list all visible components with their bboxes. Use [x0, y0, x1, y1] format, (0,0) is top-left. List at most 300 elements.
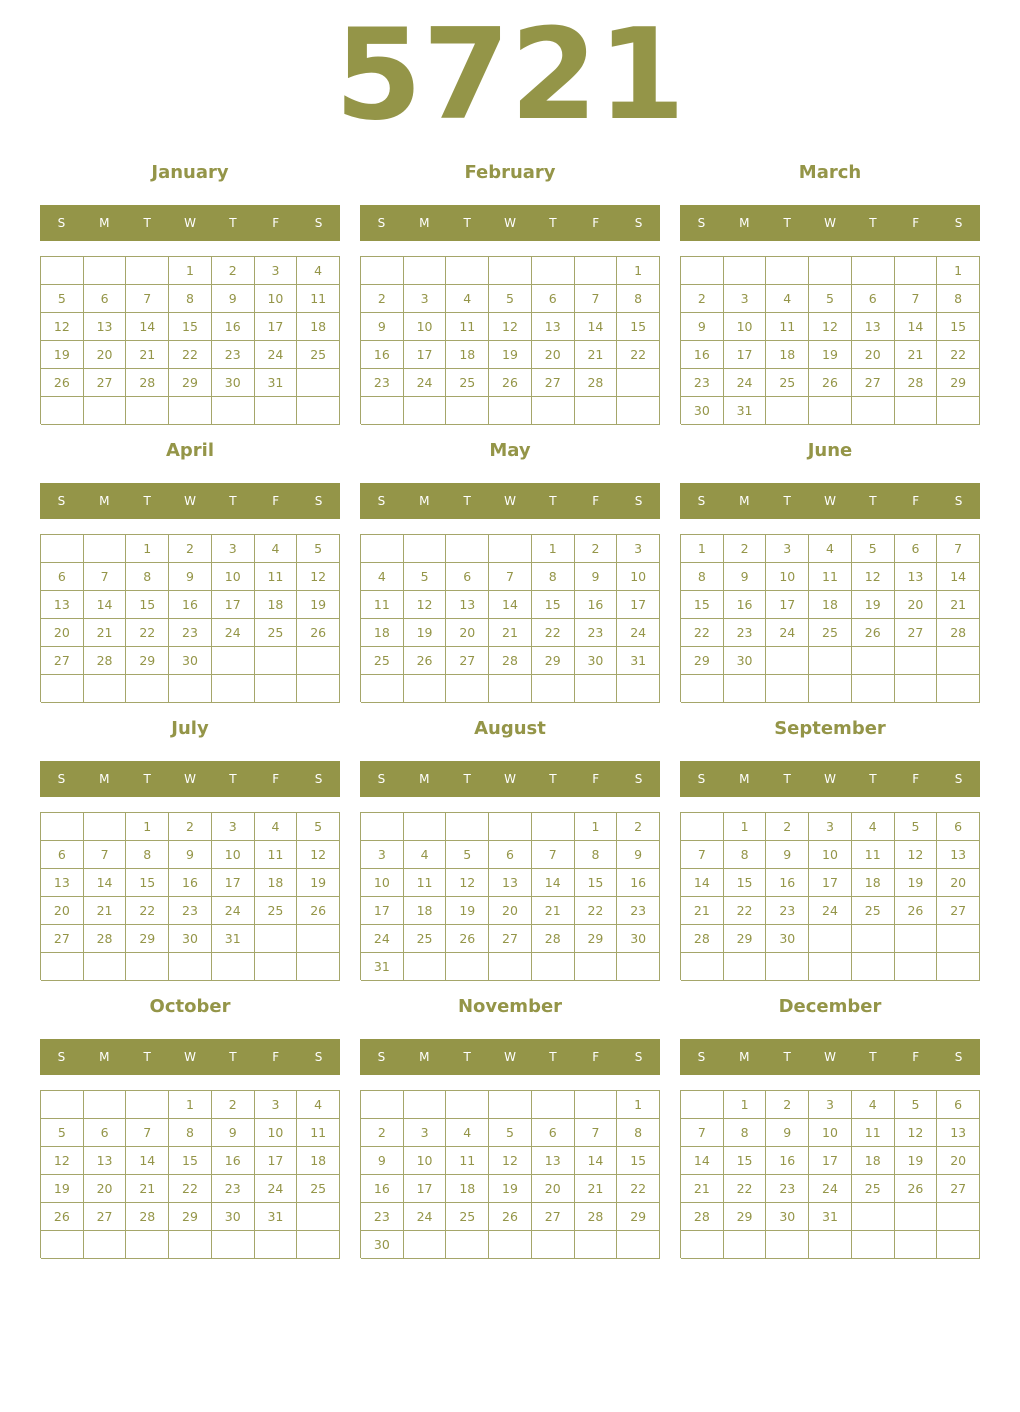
- day-cell: [84, 675, 127, 703]
- day-cell: 10: [212, 563, 255, 591]
- day-cell: [212, 647, 255, 675]
- day-cell: 25: [297, 341, 340, 369]
- weekday-label: S: [57, 1050, 66, 1064]
- day-cell: [489, 675, 532, 703]
- day-cell: [937, 925, 980, 953]
- day-cell: 6: [84, 285, 127, 313]
- day-cell: 28: [84, 925, 127, 953]
- day-cell: 3: [404, 1119, 447, 1147]
- day-cell: 24: [766, 619, 809, 647]
- day-cell: 6: [937, 1091, 980, 1119]
- weekday-label: S: [314, 772, 323, 786]
- day-cell: [297, 1231, 340, 1259]
- day-cell: 17: [809, 1147, 852, 1175]
- day-cell: 22: [575, 897, 618, 925]
- day-cell: [126, 397, 169, 425]
- day-cell: 22: [169, 1175, 212, 1203]
- weekday-label: S: [377, 1050, 386, 1064]
- day-cell: 9: [575, 563, 618, 591]
- day-cell: 18: [255, 869, 298, 897]
- day-cell: [895, 675, 938, 703]
- day-cell: 13: [41, 869, 84, 897]
- day-cell: [489, 953, 532, 981]
- day-cell: [404, 397, 447, 425]
- day-cell: 12: [489, 313, 532, 341]
- day-cell: 27: [852, 369, 895, 397]
- day-cell: 22: [681, 619, 724, 647]
- day-cell: 4: [404, 841, 447, 869]
- day-cell: [489, 535, 532, 563]
- day-cell: 7: [575, 285, 618, 313]
- month-name: January: [151, 162, 229, 183]
- day-cell: 7: [681, 1119, 724, 1147]
- day-cell: 16: [575, 591, 618, 619]
- day-cell: 2: [169, 813, 212, 841]
- day-cell: 1: [724, 1091, 767, 1119]
- day-cell: 31: [255, 369, 298, 397]
- day-cell: 31: [212, 925, 255, 953]
- weekday-label: M: [99, 1050, 110, 1064]
- day-cell: [255, 397, 298, 425]
- weekday-label: F: [272, 1050, 280, 1064]
- day-cell: 19: [41, 1175, 84, 1203]
- day-cell: [532, 1231, 575, 1259]
- day-cell: 30: [169, 925, 212, 953]
- day-cell: 2: [766, 813, 809, 841]
- day-cell: 14: [895, 313, 938, 341]
- days-grid: [360, 534, 660, 702]
- day-cell: [724, 1231, 767, 1259]
- day-cell: 8: [937, 285, 980, 313]
- days-grid: [680, 812, 980, 980]
- day-cell: [852, 953, 895, 981]
- day-cell: 24: [255, 341, 298, 369]
- day-cell: 25: [766, 369, 809, 397]
- day-cell: [404, 1091, 447, 1119]
- day-cell: 29: [169, 1203, 212, 1231]
- day-cell: [84, 1231, 127, 1259]
- month-name: September: [774, 718, 886, 739]
- day-cell: [532, 813, 575, 841]
- day-cell: 18: [446, 341, 489, 369]
- day-cell: [681, 257, 724, 285]
- day-cell: 9: [766, 1119, 809, 1147]
- day-cell: 18: [297, 1147, 340, 1175]
- weekday-header: [360, 483, 660, 519]
- weekday-label: M: [739, 494, 750, 508]
- day-cell: [169, 953, 212, 981]
- day-cell: 22: [169, 341, 212, 369]
- day-cell: 12: [895, 841, 938, 869]
- day-cell: 17: [809, 869, 852, 897]
- day-cell: 12: [41, 1147, 84, 1175]
- weekday-label: M: [739, 216, 750, 230]
- weekday-label: F: [912, 1050, 920, 1064]
- weekday-label: S: [634, 216, 643, 230]
- weekday-header: [680, 483, 980, 519]
- day-cell: 22: [937, 341, 980, 369]
- weekday-label: S: [377, 216, 386, 230]
- day-cell: [809, 257, 852, 285]
- day-cell: 15: [532, 591, 575, 619]
- day-cell: 13: [532, 1147, 575, 1175]
- day-cell: 24: [617, 619, 660, 647]
- day-cell: [852, 675, 895, 703]
- day-cell: 4: [446, 285, 489, 313]
- weekday-label: T: [463, 494, 471, 508]
- day-cell: 9: [361, 313, 404, 341]
- day-cell: 5: [489, 1119, 532, 1147]
- weekday-label: S: [954, 1050, 963, 1064]
- weekday-label: T: [229, 1050, 237, 1064]
- day-cell: 28: [575, 1203, 618, 1231]
- day-cell: 15: [169, 1147, 212, 1175]
- weekday-label: T: [229, 772, 237, 786]
- day-cell: [169, 1231, 212, 1259]
- day-cell: 14: [532, 869, 575, 897]
- day-cell: 29: [169, 369, 212, 397]
- weekday-label: F: [592, 216, 600, 230]
- day-cell: 1: [532, 535, 575, 563]
- day-cell: 1: [617, 1091, 660, 1119]
- day-cell: [297, 953, 340, 981]
- day-cell: 11: [852, 841, 895, 869]
- day-cell: 28: [575, 369, 618, 397]
- day-cell: 5: [809, 285, 852, 313]
- weekday-label: F: [272, 772, 280, 786]
- day-cell: 24: [809, 897, 852, 925]
- day-cell: 9: [212, 285, 255, 313]
- weekday-label: F: [272, 216, 280, 230]
- day-cell: 7: [126, 1119, 169, 1147]
- day-cell: 18: [809, 591, 852, 619]
- day-cell: [84, 813, 127, 841]
- weekday-label: T: [869, 494, 877, 508]
- day-cell: [126, 1091, 169, 1119]
- day-cell: 12: [489, 1147, 532, 1175]
- day-cell: 14: [126, 313, 169, 341]
- day-cell: 11: [446, 1147, 489, 1175]
- day-cell: 21: [681, 1175, 724, 1203]
- day-cell: [852, 397, 895, 425]
- day-cell: [404, 813, 447, 841]
- weekday-label: F: [592, 494, 600, 508]
- weekday-label: T: [783, 494, 791, 508]
- day-cell: [169, 397, 212, 425]
- day-cell: [361, 397, 404, 425]
- day-cell: 21: [681, 897, 724, 925]
- day-cell: [41, 535, 84, 563]
- day-cell: [361, 257, 404, 285]
- day-cell: 22: [617, 1175, 660, 1203]
- day-cell: 27: [84, 1203, 127, 1231]
- day-cell: [617, 953, 660, 981]
- day-cell: 31: [809, 1203, 852, 1231]
- day-cell: 21: [532, 897, 575, 925]
- day-cell: 22: [126, 897, 169, 925]
- day-cell: [404, 953, 447, 981]
- weekday-label: T: [229, 494, 237, 508]
- weekday-label: S: [314, 216, 323, 230]
- day-cell: 7: [489, 563, 532, 591]
- weekday-label: S: [377, 772, 386, 786]
- day-cell: [617, 675, 660, 703]
- day-cell: 26: [41, 369, 84, 397]
- day-cell: 25: [446, 369, 489, 397]
- weekday-label: M: [99, 494, 110, 508]
- day-cell: 5: [446, 841, 489, 869]
- day-cell: 2: [766, 1091, 809, 1119]
- month-name: July: [171, 718, 209, 739]
- day-cell: [852, 257, 895, 285]
- day-cell: 17: [255, 1147, 298, 1175]
- weekday-label: M: [419, 1050, 430, 1064]
- weekday-label: T: [869, 772, 877, 786]
- day-cell: [297, 397, 340, 425]
- weekday-label: S: [697, 772, 706, 786]
- day-cell: 30: [575, 647, 618, 675]
- day-cell: 18: [255, 591, 298, 619]
- day-cell: 16: [361, 341, 404, 369]
- day-cell: 11: [766, 313, 809, 341]
- day-cell: 19: [852, 591, 895, 619]
- day-cell: [937, 1203, 980, 1231]
- days-grid: [40, 812, 340, 980]
- day-cell: 31: [361, 953, 404, 981]
- weekday-label: W: [824, 494, 836, 508]
- day-cell: 6: [532, 285, 575, 313]
- day-cell: 22: [724, 1175, 767, 1203]
- day-cell: [895, 1203, 938, 1231]
- day-cell: 1: [681, 535, 724, 563]
- day-cell: [212, 675, 255, 703]
- day-cell: 22: [724, 897, 767, 925]
- day-cell: [617, 1231, 660, 1259]
- day-cell: 30: [617, 925, 660, 953]
- day-cell: 16: [212, 1147, 255, 1175]
- day-cell: 8: [681, 563, 724, 591]
- day-cell: 15: [126, 591, 169, 619]
- day-cell: [212, 953, 255, 981]
- day-cell: 12: [297, 841, 340, 869]
- day-cell: [446, 535, 489, 563]
- days-grid: [40, 534, 340, 702]
- day-cell: 17: [766, 591, 809, 619]
- day-cell: 25: [297, 1175, 340, 1203]
- day-cell: 3: [255, 1091, 298, 1119]
- day-cell: 13: [937, 841, 980, 869]
- day-cell: 8: [617, 285, 660, 313]
- day-cell: [489, 257, 532, 285]
- weekday-label: T: [143, 772, 151, 786]
- day-cell: 9: [169, 841, 212, 869]
- day-cell: 30: [766, 925, 809, 953]
- day-cell: 4: [255, 535, 298, 563]
- day-cell: [297, 1203, 340, 1231]
- day-cell: 2: [361, 1119, 404, 1147]
- weekday-label: S: [377, 494, 386, 508]
- weekday-header: [360, 205, 660, 241]
- day-cell: [361, 675, 404, 703]
- day-cell: 2: [361, 285, 404, 313]
- day-cell: 29: [532, 647, 575, 675]
- day-cell: 31: [724, 397, 767, 425]
- day-cell: 16: [212, 313, 255, 341]
- day-cell: 15: [724, 869, 767, 897]
- day-cell: 10: [361, 869, 404, 897]
- day-cell: 6: [532, 1119, 575, 1147]
- weekday-header: [360, 1039, 660, 1075]
- day-cell: [681, 953, 724, 981]
- day-cell: 23: [766, 1175, 809, 1203]
- day-cell: [809, 397, 852, 425]
- day-cell: 3: [361, 841, 404, 869]
- day-cell: 28: [126, 1203, 169, 1231]
- day-cell: [446, 397, 489, 425]
- day-cell: 23: [212, 1175, 255, 1203]
- day-cell: 30: [724, 647, 767, 675]
- day-cell: 19: [809, 341, 852, 369]
- day-cell: 18: [297, 313, 340, 341]
- day-cell: 10: [404, 313, 447, 341]
- day-cell: 10: [766, 563, 809, 591]
- day-cell: [766, 675, 809, 703]
- day-cell: 9: [212, 1119, 255, 1147]
- day-cell: 29: [575, 925, 618, 953]
- weekday-label: F: [592, 772, 600, 786]
- weekday-label: W: [184, 494, 196, 508]
- day-cell: 9: [724, 563, 767, 591]
- weekday-label: T: [463, 1050, 471, 1064]
- day-cell: 1: [617, 257, 660, 285]
- day-cell: 14: [937, 563, 980, 591]
- day-cell: [937, 397, 980, 425]
- day-cell: 12: [895, 1119, 938, 1147]
- day-cell: [937, 953, 980, 981]
- day-cell: [809, 647, 852, 675]
- day-cell: [724, 675, 767, 703]
- month-name: April: [165, 440, 215, 461]
- day-cell: 8: [724, 1119, 767, 1147]
- day-cell: 17: [404, 341, 447, 369]
- day-cell: 28: [895, 369, 938, 397]
- day-cell: [41, 1231, 84, 1259]
- weekday-label: T: [783, 1050, 791, 1064]
- day-cell: [404, 1231, 447, 1259]
- day-cell: 19: [895, 869, 938, 897]
- day-cell: 6: [446, 563, 489, 591]
- day-cell: 23: [681, 369, 724, 397]
- day-cell: [852, 1203, 895, 1231]
- day-cell: [446, 1231, 489, 1259]
- day-cell: 25: [361, 647, 404, 675]
- day-cell: [532, 675, 575, 703]
- weekday-label: M: [99, 216, 110, 230]
- day-cell: 11: [361, 591, 404, 619]
- day-cell: 2: [724, 535, 767, 563]
- day-cell: [937, 1231, 980, 1259]
- day-cell: [255, 925, 298, 953]
- day-cell: 27: [532, 1203, 575, 1231]
- day-cell: 19: [446, 897, 489, 925]
- day-cell: 15: [937, 313, 980, 341]
- day-cell: 21: [489, 619, 532, 647]
- weekday-header: [680, 761, 980, 797]
- day-cell: [41, 397, 84, 425]
- weekday-label: T: [549, 216, 557, 230]
- day-cell: [575, 1231, 618, 1259]
- day-cell: 12: [297, 563, 340, 591]
- day-cell: [937, 675, 980, 703]
- weekday-header: [40, 761, 340, 797]
- day-cell: 4: [361, 563, 404, 591]
- days-grid: [680, 534, 980, 702]
- day-cell: 25: [446, 1203, 489, 1231]
- weekday-label: T: [463, 772, 471, 786]
- day-cell: 29: [937, 369, 980, 397]
- day-cell: [681, 813, 724, 841]
- weekday-label: W: [184, 1050, 196, 1064]
- day-cell: 3: [255, 257, 298, 285]
- day-cell: [532, 953, 575, 981]
- day-cell: 23: [169, 619, 212, 647]
- day-cell: [169, 675, 212, 703]
- day-cell: 9: [617, 841, 660, 869]
- day-cell: [895, 1231, 938, 1259]
- day-cell: 12: [852, 563, 895, 591]
- day-cell: 16: [169, 869, 212, 897]
- day-cell: 6: [84, 1119, 127, 1147]
- day-cell: 2: [681, 285, 724, 313]
- weekday-header: [40, 483, 340, 519]
- day-cell: 16: [681, 341, 724, 369]
- day-cell: [84, 535, 127, 563]
- day-cell: 15: [617, 1147, 660, 1175]
- day-cell: [255, 675, 298, 703]
- day-cell: [126, 1231, 169, 1259]
- day-cell: [84, 1091, 127, 1119]
- day-cell: [297, 925, 340, 953]
- day-cell: 13: [446, 591, 489, 619]
- day-cell: [446, 675, 489, 703]
- weekday-label: T: [549, 494, 557, 508]
- day-cell: 15: [681, 591, 724, 619]
- day-cell: [41, 1091, 84, 1119]
- day-cell: 17: [212, 869, 255, 897]
- day-cell: 14: [681, 869, 724, 897]
- day-cell: 3: [404, 285, 447, 313]
- day-cell: 17: [404, 1175, 447, 1203]
- day-cell: 19: [895, 1147, 938, 1175]
- day-cell: 29: [617, 1203, 660, 1231]
- day-cell: 10: [255, 1119, 298, 1147]
- day-cell: 7: [532, 841, 575, 869]
- day-cell: 7: [84, 841, 127, 869]
- day-cell: 22: [617, 341, 660, 369]
- day-cell: 14: [126, 1147, 169, 1175]
- day-cell: [361, 535, 404, 563]
- weekday-label: S: [954, 494, 963, 508]
- day-cell: 19: [489, 341, 532, 369]
- day-cell: 9: [681, 313, 724, 341]
- day-cell: 20: [41, 897, 84, 925]
- day-cell: [297, 675, 340, 703]
- day-cell: 29: [126, 925, 169, 953]
- day-cell: 4: [255, 813, 298, 841]
- day-cell: 31: [255, 1203, 298, 1231]
- month-name: August: [474, 718, 546, 739]
- day-cell: 3: [809, 813, 852, 841]
